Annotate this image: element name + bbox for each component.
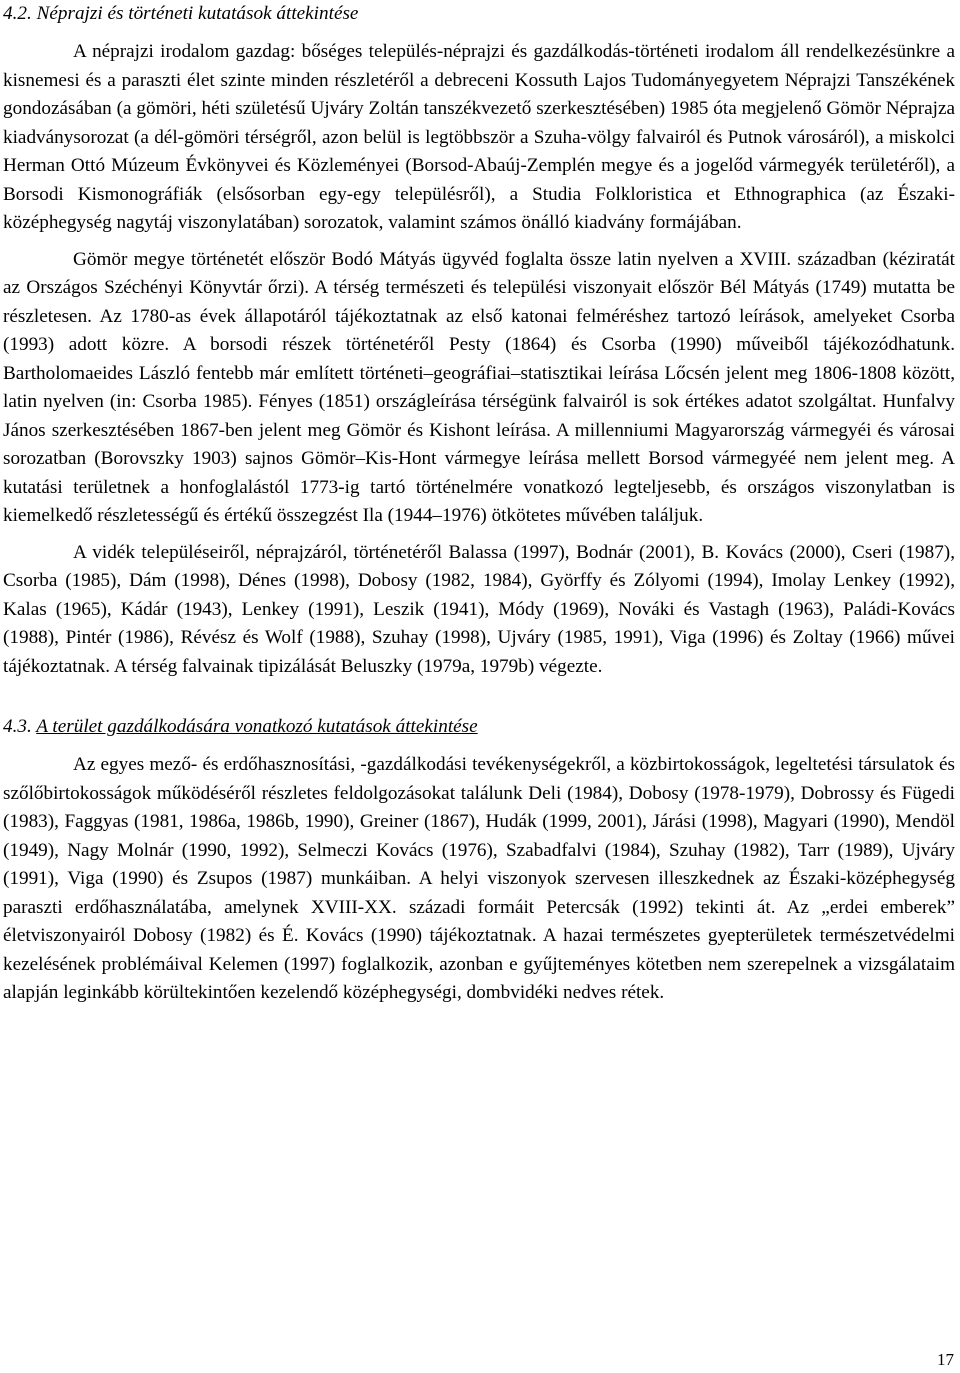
spacer	[3, 531, 955, 539]
spacer	[3, 741, 955, 751]
spacer	[3, 238, 955, 246]
section-heading-4-3	[3, 713, 955, 741]
paragraph-gomor-history: Gömör megye történetét először Bodó Mátyás ügyvéd foglalta össze latin nyelven a XVIII. században (kéziratát az Országos Széchényi Könyvtár őrzi). A térség természeti és települési viszonyait először Bél Mátyás (1749) mutatta be részletesen. Az 1780-as évek állapotáról tájékoztatnak az első katonai felméréshez tartozó leírások, amelyeket Csorba (1993) adott közre. A borsodi részek történetéről Pesty (1864) és Csorba (1990) műveiből tájékozódhatunk. Bartholomaeides László fentebb már említett történeti–geográfiai–statisztikai leírása Lőcsén jelent meg 1806-1808 között, latin nyelven (in: Csorba 1985). Fényes (1851) országleírása térségünk falvairól is sok értékes adatot szolgáltat. Hunfalvy János szerkesztésében 1867-ben jelent meg Gömör és Kishont leírása. A millenniumi Magyarország vármegyéi és városai sorozatban (Borovszky 1903) sajnos Gömör–Kis-Hont vármegye leírása mellett Borsod vármegyéé nem jelent meg. A kutatási területnek a honfoglalástól 1773-ig tartó történelmére vonatkozó legteljesebb, és országos viszonylatban is kiemelkedő részletességű és értékű összegzést Ila (1944–1976) ötkötetes művében találjuk.	[3, 248, 955, 526]
paragraph-land-use-research: Az egyes mező- és erdőhasznosítási, -gazdálkodási tevékenységekről, a közbirtokosságok, legeltetési társulatok és szőlőbirtokosságok működéséről részletes feldolgozásokat találunk Deli (1984), Dobosy (1978-1979), Dobrossy és Fügedi (1983), Faggyas (1981, 1986a, 1986b, 1990), Greiner (1867), Hudák (1999, 2001), Járási (1998), Magyari (1990), Mendöl (1949), Nagy Molnár (1990, 1992), Selmeczi Kovács (1976), Szabadfalvi (1984), Szuhay (1982), Tarr (1989), Ujváry (1991), Viga (1990) és Zsupos (1987) munkáiban. A helyi viszonyok szervesen illeszkednek az Északi-középhegység paraszti erdőhasználatába, amelynek XVIII-XX. századi formáit Petercsák (1992) tekinti át. Az „erdei emberek” életviszonyairól Dobosy (1982) és É. Kovács (1990) tájékoztatnak. A hazai természetes gyepterületek természetvédelmi kezelésének problémáival Kelemen (1997) foglalkozik, azonban e gyűjteményes kötetben nem szerepelnek a vizsgálataim alapján leginkább körültekintően kezelendő középhegységi, dombvidéki nedves rétek.	[3, 754, 955, 1003]
section-title: A terület gazdálkodására vonatkozó kutatások áttekintése	[36, 716, 478, 737]
spacer	[3, 28, 955, 38]
document-page	[3, 0, 955, 1008]
section-heading-4-2: 4.2. Néprajzi és történeti kutatások áttekintése	[3, 3, 359, 24]
section-number: 4.3.	[3, 716, 32, 737]
spacer	[3, 681, 955, 713]
page-number: 17	[937, 1350, 954, 1369]
paragraph-settlement-references: A vidék településeiről, néprajzáról, történetéről Balassa (1997), Bodnár (2001), B. Kovács (2000), Cseri (1987), Csorba (1985), Dám (1998), Dénes (1998), Dobosy (1982, 1984), Györffy és Zólyomi (1994), Imolay Lenkey (1992), Kalas (1965), Kádár (1943), Lenkey (1991), Leszik (1941), Módy (1969), Nováki és Vastagh (1963), Paládi-Kovács (1988), Pintér (1986), Révész és Wolf (1988), Szuhay (1998), Ujváry (1985, 1991), Viga (1996) és Zoltay (1966) művei tájékoztatnak. A térség falvainak tipizálását Beluszky (1979a, 1979b) végezte.	[3, 541, 955, 677]
paragraph-ethnography-literature: A néprajzi irodalom gazdag: bőséges település-néprajzi és gazdálkodás-történeti irodalom áll rendelkezésünkre a kisnemesi és a paraszti élet szinte minden részletéről a debreceni Kossuth Lajos Tudományegyetem Néprajzi Tanszékének gondozásában (a gömöri, héti születésű Ujváry Zoltán tanszékvezető szerkesztésében) 1985 óta megjelenő Gömör Néprajza kiadványsorozat (a dél-gömöri térségről, azon belül is legtöbbször a Szuha-völgy falvairól és Putnok városáról), a miskolci Herman Ottó Múzeum Évkönyvei és Közleményei (Borsod-Abaúj-Zemplén megye és a jogelőd vármegyék területéről), a Borsodi Kismonográfiák (elsősorban egy-egy településről), a Studia Folkloristica et Ethnographica (az Északi-középhegység nagytáj viszonylatában) sorozatok, valamint számos önálló kiadvány formájában.	[3, 41, 955, 233]
